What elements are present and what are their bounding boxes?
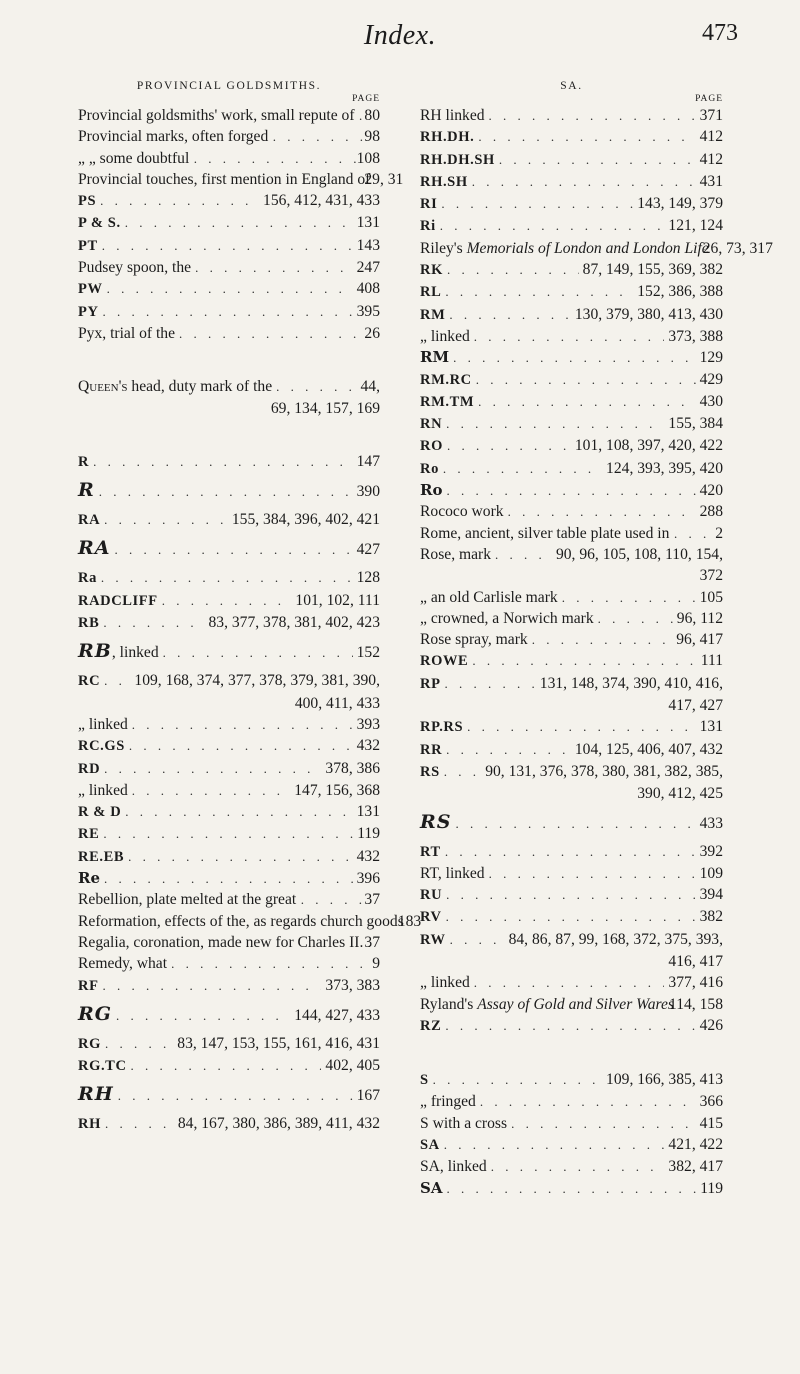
gothic-mark: Ro <box>420 481 443 500</box>
index-entry: RZ . . . 426 <box>420 1015 723 1037</box>
index-entry: RR . . . 104, 125, 406, 407, 432 <box>420 739 723 761</box>
left-column <box>78 76 422 1136</box>
index-entry: ROWE . . . 111 <box>420 650 723 672</box>
index-entry: RW . . . 84, 86, 87, 99, 168, 372, 375, 393, 416, 417 <box>420 929 723 973</box>
index-entry: RM.TM . . . 430 <box>420 391 723 413</box>
index-entry: Reformation, effects of the, as regards church goods 183 <box>78 912 422 930</box>
index-entry: Rose, mark . . . 90, 96, 105, 108, 110, 154, 372 <box>420 544 723 587</box>
index-entry: R . . . 147 <box>78 451 380 473</box>
index-entry-queens-head: Queen's head, duty mark of the . . . 44, 69, 134, 157, 169 <box>78 376 380 419</box>
gothic-mark: SA <box>420 1178 443 1197</box>
index-entry: SA . . . 421, 422 <box>420 1134 723 1156</box>
index-entry: RADCLIFF . . . 101, 102, 111 <box>78 590 380 612</box>
gothic-mark: RM <box>420 348 450 367</box>
index-entry: Rebellion, plate melted at the great . . . 37 <box>78 889 380 910</box>
index-entry: „ linked . . . 147, 156, 368 <box>78 780 380 801</box>
index-entry: S . . . 109, 166, 385, 413 <box>420 1069 723 1091</box>
index-entry: Provincial goldsmiths' work, small repute of . . . 80 <box>78 105 380 126</box>
index-entry: PS . . . 156, 412, 431, 433 <box>78 190 380 212</box>
index-entry: RL . . . 152, 386, 388 <box>420 281 723 303</box>
index-entry: RE . . . 119 <box>78 823 380 845</box>
index-entry: RC . . . 109, 168, 374, 377, 378, 379, 381, 390, 400, 411, 433 <box>78 670 380 714</box>
index-entry: RB, linked . . . 152 <box>78 634 380 670</box>
index-entry: RH.SH . . . 431 <box>420 171 723 193</box>
index-entry: RG . . . 83, 147, 153, 155, 161, 416, 431 <box>78 1033 380 1055</box>
index-entry: RI . . . 143, 149, 379 <box>420 193 723 215</box>
index-entry: RP . . . 131, 148, 374, 390, 410, 416, 417, 427 <box>420 673 723 717</box>
index-entry: SA, linked . . . 382, 417 <box>420 1156 723 1177</box>
index-entry: PW . . . 408 <box>78 278 380 300</box>
index-entry: RS . . . 433 <box>420 805 723 841</box>
index-entry: RE.EB . . . 432 <box>78 846 380 868</box>
index-entry: R . . . 390 <box>78 473 380 509</box>
right-column <box>420 76 773 1199</box>
index-entry: SA . . . 119 <box>420 1178 723 1199</box>
index-entry: RS . . . 90, 131, 376, 378, 380, 381, 382, 385, 390, 412, 425 <box>420 761 723 805</box>
index-entry: RT, linked . . . 109 <box>420 863 723 884</box>
right-page-label: PAGE <box>695 94 723 104</box>
index-entry: PY . . . 395 <box>78 301 380 323</box>
script-mark: RH <box>78 1083 114 1106</box>
index-entry: RH.DH. . . . 412 <box>420 126 723 148</box>
index-entry: R & D . . . 131 <box>78 801 380 823</box>
index-entry: RN . . . 155, 384 <box>420 413 723 435</box>
script-mark: R <box>78 479 95 502</box>
index-entry: Ra . . . 128 <box>78 567 380 589</box>
index-entry: Regalia, coronation, made new for Charles II. . . . 37 <box>78 932 380 953</box>
index-entry: RG . . . 144, 427, 433 <box>78 997 380 1033</box>
index-entry: RA . . . 155, 384, 396, 402, 421 <box>78 509 380 531</box>
script-mark: RS <box>420 810 452 833</box>
gothic-mark: Re <box>78 869 101 888</box>
index-entry: „ crowned, a Norwich mark . . . 96, 112 <box>420 608 723 629</box>
right-column-heading: SA. <box>560 80 583 92</box>
index-entry: RM . . . 129 <box>420 347 723 368</box>
index-entry: „ „ some doubtful . . . 108 <box>78 148 380 169</box>
index-entry: RG.TC . . . 402, 405 <box>78 1055 380 1077</box>
index-entry: RH . . . 167 <box>78 1077 380 1113</box>
page-title: Index. <box>363 20 437 51</box>
index-entry: „ fringed . . . 366 <box>420 1091 723 1112</box>
index-entry: RF . . . 373, 383 <box>78 975 380 997</box>
left-column-heading: PROVINCIAL GOLDSMITHS. <box>136 80 322 92</box>
index-entry: S with a cross . . . 415 <box>420 1113 723 1134</box>
index-entry: Provincial touches, first mention in England of 29, 31 <box>78 170 404 188</box>
page-number: 473 <box>702 20 738 46</box>
index-entry: Riley's Memorials of London and London Life 26, 73, 317 <box>420 239 773 257</box>
index-entry: RA . . . 427 <box>78 531 380 567</box>
index-entry: RP.RS . . . 131 <box>420 716 723 738</box>
index-entry: RU . . . 394 <box>420 884 723 906</box>
index-entry: RH linked . . . 371 <box>420 105 723 126</box>
index-entry: RC.GS . . . 432 <box>78 735 380 757</box>
script-mark: RB <box>78 640 112 663</box>
index-entry: Provincial marks, often forged . . . 98 <box>78 126 380 147</box>
index-entry: RH.DH.SH . . . 412 <box>420 149 723 171</box>
index-entry: RH . . . 84, 167, 380, 386, 389, 411, 432 <box>78 1113 380 1135</box>
index-entry: Ro . . . 420 <box>420 480 723 501</box>
index-entry: RV . . . 382 <box>420 906 723 928</box>
index-entry: RB . . . 83, 377, 378, 381, 402, 423 <box>78 612 380 634</box>
index-entry: RM.RC . . . 429 <box>420 369 723 391</box>
index-entry: Pyx, trial of the . . . 26 <box>78 323 380 344</box>
script-mark: RG <box>78 1002 113 1025</box>
script-mark: RA <box>78 537 111 560</box>
index-entry: Remedy, what . . . 9 <box>78 953 380 974</box>
index-entry: P & S. . . . 131 <box>78 212 380 234</box>
page-header <box>0 18 800 58</box>
index-entry: „ linked . . . 377, 416 <box>420 972 723 993</box>
index-entry: Ryland's Assay of Gold and Silver Wares . . . 114, 158 <box>420 994 723 1015</box>
index-entry: „ linked . . . 373, 388 <box>420 326 723 347</box>
index-entry: Rose spray, mark . . . 96, 417 <box>420 629 723 650</box>
index-entry: Re . . . 396 <box>78 868 380 889</box>
index-entry: Ro . . . 124, 393, 395, 420 <box>420 458 723 480</box>
index-entry: Pudsey spoon, the . . . 247 <box>78 257 380 278</box>
index-entry: PT . . . 143 <box>78 235 380 257</box>
index-entry: RT . . . 392 <box>420 841 723 863</box>
index-entry: „ an old Carlisle mark . . . 105 <box>420 587 723 608</box>
index-entry: Rome, ancient, silver table plate used in . . . 2 <box>420 523 723 544</box>
index-entry: Rococo work . . . 288 <box>420 501 723 522</box>
index-entry: RD . . . 378, 386 <box>78 758 380 780</box>
index-entry: RM . . . 130, 379, 380, 413, 430 <box>420 304 723 326</box>
index-entry: RO . . . 101, 108, 397, 420, 422 <box>420 435 723 457</box>
index-entry: Ri . . . 121, 124 <box>420 215 723 237</box>
index-entry: „ linked . . . 393 <box>78 714 380 735</box>
index-entry: RK . . . 87, 149, 155, 369, 382 <box>420 259 723 281</box>
left-page-label: PAGE <box>352 94 380 104</box>
